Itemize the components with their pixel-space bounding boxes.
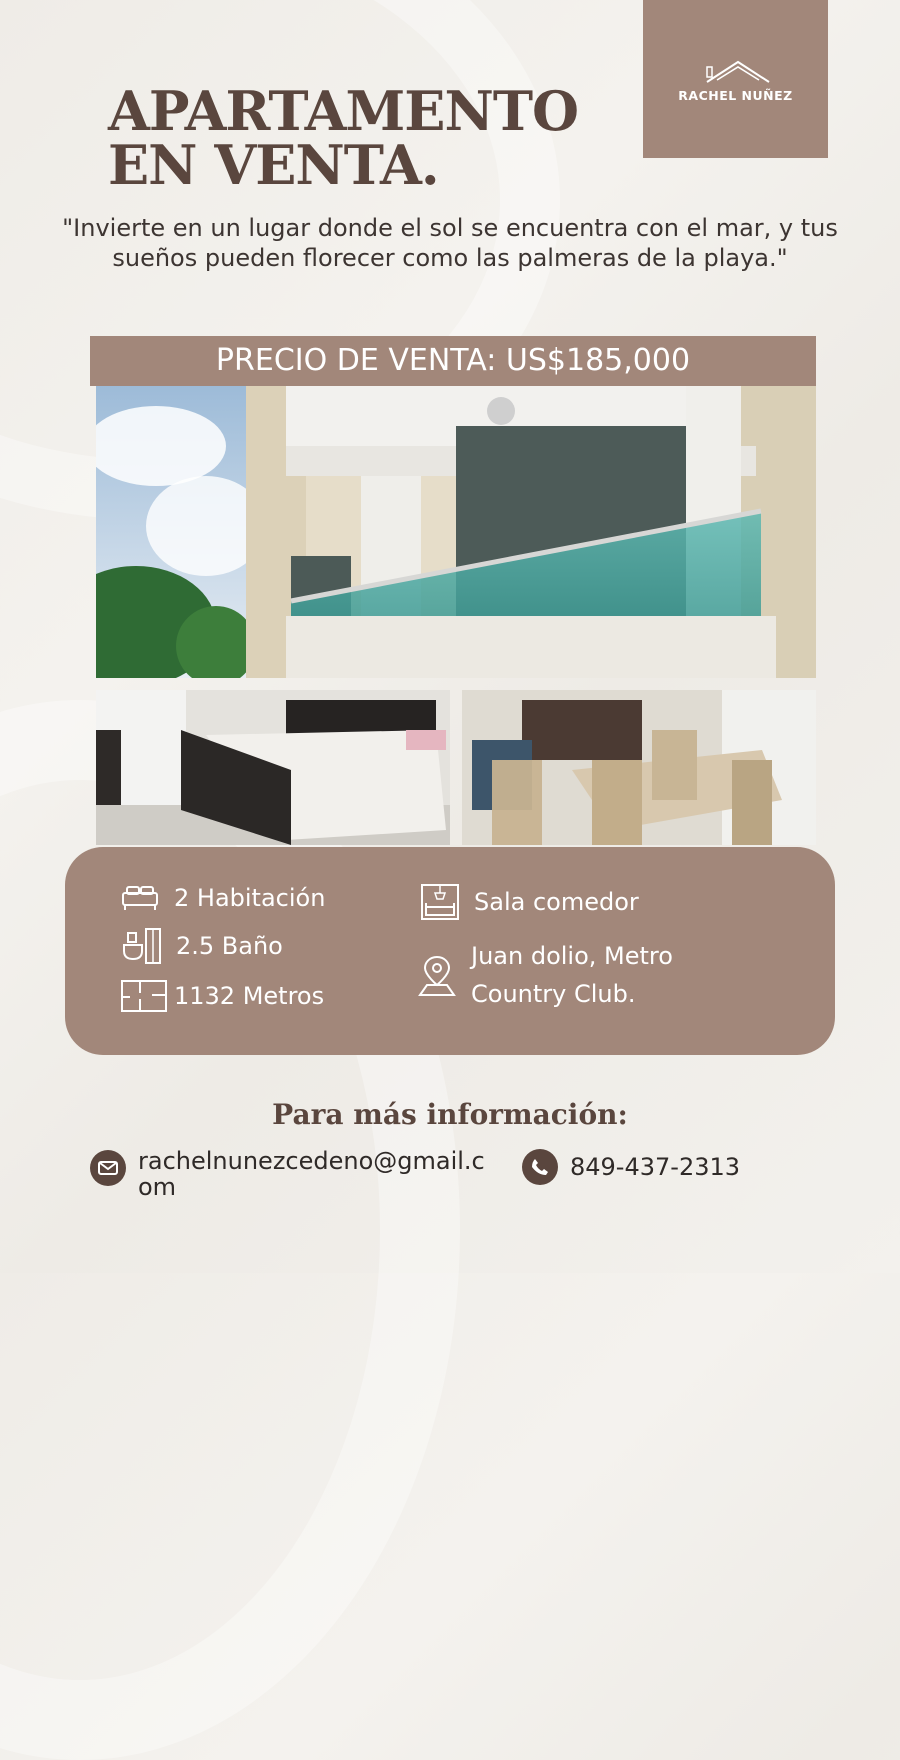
title-line-2: EN VENTA. [108, 133, 439, 197]
bed-icon [120, 883, 160, 913]
tagline-quote: "Invierte en un lugar donde el sol se encuentra con el mar, y tus sueños pueden florecer como las palmeras de la playa." [62, 214, 838, 272]
feature-location [417, 937, 731, 1013]
feature-label: 2.5 Baño [176, 932, 283, 960]
email-icon [90, 1150, 126, 1186]
price-banner: PRECIO DE VENTA: US$185,000 [90, 336, 816, 386]
bedroom-photo [96, 690, 450, 845]
balcony-photo [96, 386, 816, 678]
feature-living-room [420, 883, 639, 921]
feature-label: 2 Habitación [174, 884, 326, 912]
title-line-1: APARTAMENTO [108, 79, 579, 143]
dining-room-photo [462, 690, 816, 845]
phone-icon [522, 1149, 558, 1185]
feature-label: Juan dolio, Metro Country Club. [471, 942, 673, 1008]
contact-phone[interactable] [522, 1149, 740, 1185]
feature-bathrooms [122, 927, 283, 965]
features-panel [65, 847, 835, 1055]
living-room-icon [420, 883, 460, 921]
contact-heading: Para más información: [272, 1098, 628, 1131]
feature-label: 1132 Metros [174, 982, 325, 1010]
location-pin-icon [417, 953, 457, 997]
brand-name: RACHEL NUÑEZ [678, 88, 793, 103]
contact-email[interactable] [90, 1148, 488, 1200]
email-text[interactable]: rachelnunezcedeno@gmail.com [138, 1147, 485, 1201]
page-title [108, 79, 579, 197]
feature-area [120, 979, 324, 1013]
brand-logo [643, 0, 828, 158]
feature-bedrooms [120, 883, 325, 913]
floor-plan-icon [120, 979, 168, 1013]
house-roof-icon [703, 58, 773, 88]
phone-text[interactable]: 849-437-2313 [570, 1153, 741, 1181]
bathroom-icon [122, 927, 162, 965]
feature-label: Sala comedor [474, 888, 639, 916]
